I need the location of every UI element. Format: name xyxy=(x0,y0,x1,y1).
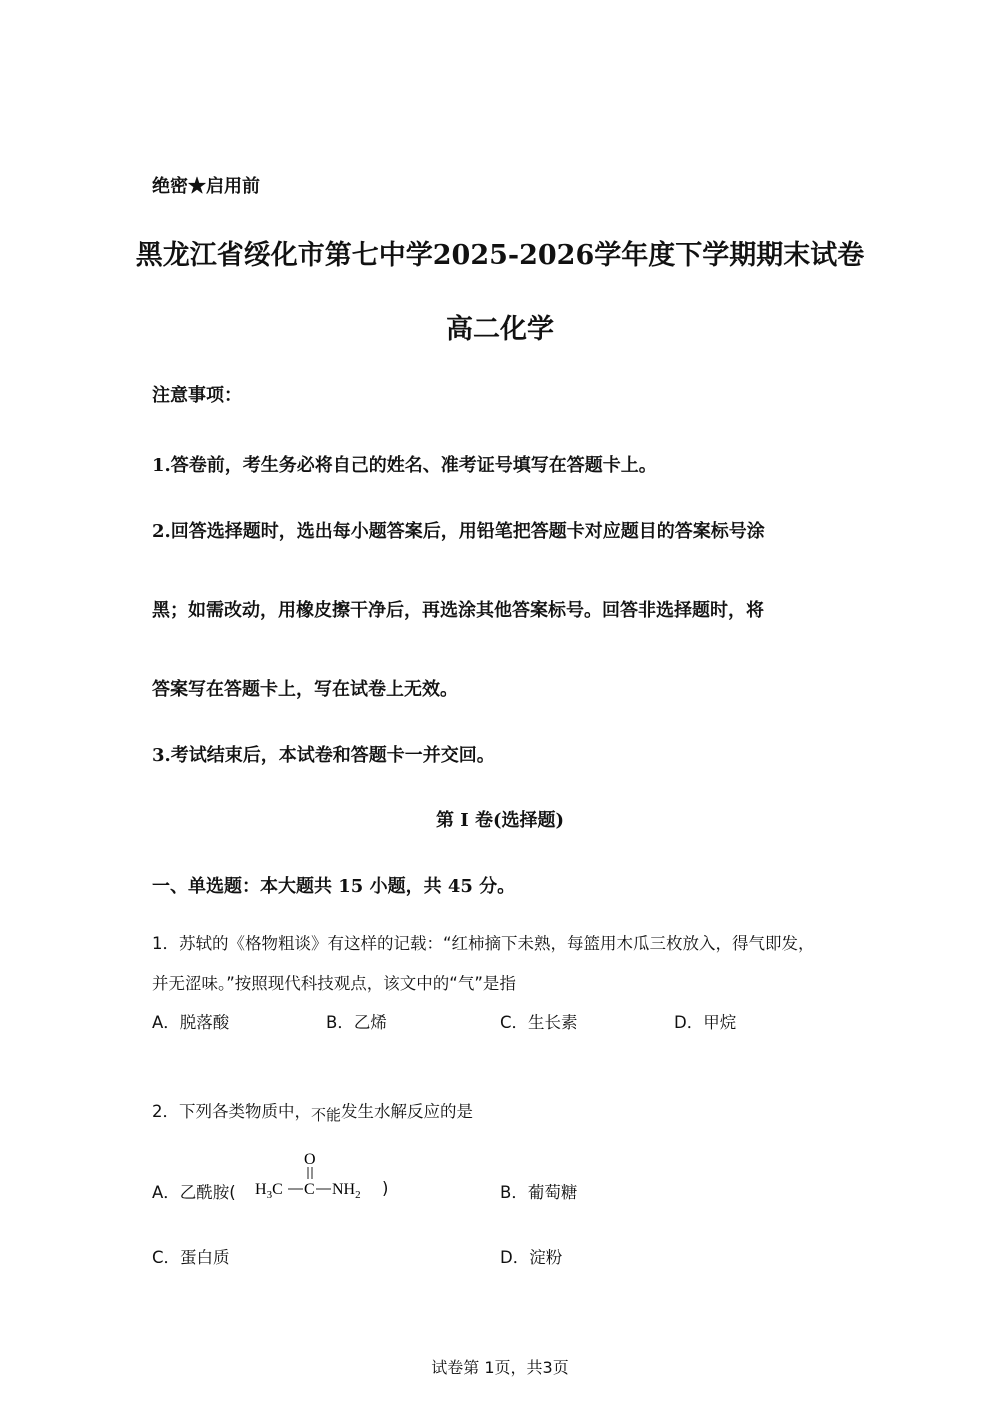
question-2-option-a xyxy=(152,1179,236,1203)
struct-sub-3: 3 xyxy=(266,1189,273,1201)
note-1: 1.答卷前，考生务必将自己的姓名、准考证号填写在答题卡上。 xyxy=(152,455,657,476)
question-2-option-b: B．葡萄糖 xyxy=(500,1183,578,1202)
question-1-option-b: B．乙烯 xyxy=(326,1013,387,1032)
question-2-option-d: D．淀粉 xyxy=(500,1248,563,1267)
notes-heading: 注意事项： xyxy=(152,385,242,406)
acetamide-structure-formula xyxy=(251,1146,381,1206)
struct-sub-2: 2 xyxy=(355,1189,361,1201)
question-1-option-d: D．甲烷 xyxy=(674,1013,737,1032)
question-1-option-a: A．脱落酸 xyxy=(152,1013,230,1032)
struct-nh2 xyxy=(332,1181,361,1201)
question-2-stem xyxy=(152,1098,473,1122)
exam-subject: 高二化学 xyxy=(446,314,554,345)
note-2-line2: 黑；如需改动，用橡皮擦干净后，再选涂其他答案标号。回答非选择题时，将 xyxy=(152,600,764,621)
confidential-label: 绝密★启用前 xyxy=(152,176,260,197)
exam-title: 黑龙江省绥化市第七中学2025-2026学年度下学期期末试卷 xyxy=(135,240,865,271)
struct-oxygen: O xyxy=(304,1151,316,1168)
question-1-stem-line1: 1．苏轼的《格物粗谈》有这样的记载：“红柿摘下未熟，每篮用木瓜三枚放入，得气即发， xyxy=(152,934,815,953)
question-2-option-a-close: ) xyxy=(382,1179,389,1198)
part-heading: 一、单选题：本大题共 15 小题，共 45 分。 xyxy=(152,876,516,897)
question-2-stem-emphasis: 不能 xyxy=(311,1106,342,1124)
note-3: 3.考试结束后，本试卷和答题卡一并交回。 xyxy=(152,745,495,766)
question-1-stem-line2: 并无涩味。”按照现代科技观点，该文中的“气”是指 xyxy=(152,974,516,993)
struct-nh: NH xyxy=(332,1181,356,1198)
note-2-line1: 2.回答选择题时，选出每小题答案后，用铅笔把答题卡对应题目的答案标号涂 xyxy=(152,521,765,542)
question-2-option-c: C．蛋白质 xyxy=(152,1248,230,1267)
struct-h: H xyxy=(255,1181,267,1198)
struct-h3c xyxy=(255,1181,283,1201)
question-2-stem-prefix: 2．下列各类物质中， xyxy=(152,1102,311,1121)
struct-c1: C xyxy=(272,1181,283,1198)
question-1-option-c: C．生长素 xyxy=(500,1013,578,1032)
question-2-stem-suffix: 发生水解反应的是 xyxy=(341,1102,474,1121)
question-2-option-a-prefix: A．乙酰胺( xyxy=(152,1183,236,1202)
page-footer: 试卷第 1页，共3页 xyxy=(431,1358,569,1377)
struct-c2: C xyxy=(304,1181,315,1198)
section-heading: 第 I 卷(选择题) xyxy=(436,810,564,831)
note-2-line3: 答案写在答题卡上，写在试卷上无效。 xyxy=(152,679,458,700)
